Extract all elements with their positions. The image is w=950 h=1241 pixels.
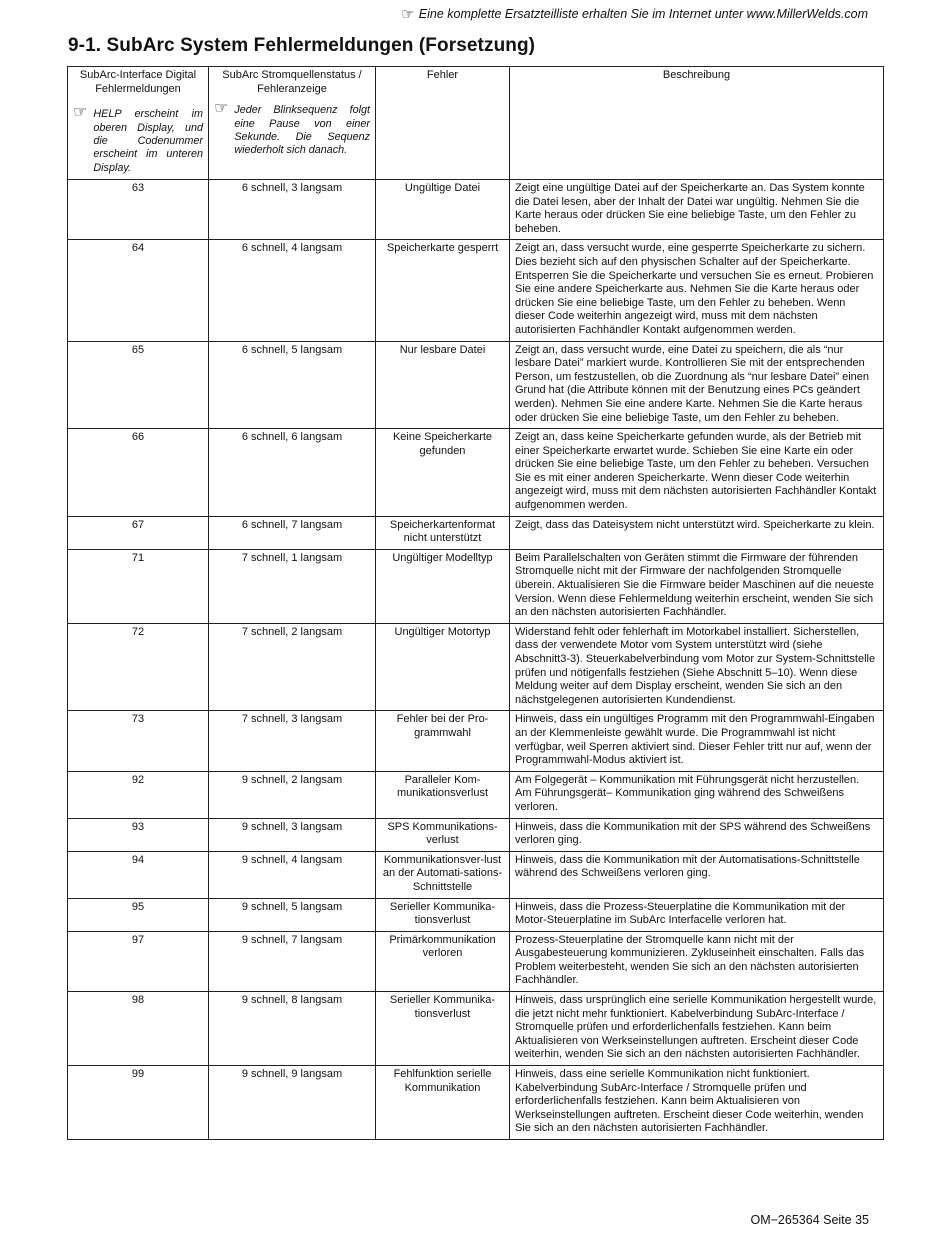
blink-status: 9 schnell, 5 langsam [209,898,376,931]
page-title: 9-1. SubArc System Fehlermeldungen (Forsetzung) [68,35,536,56]
error-description: Am Folgegerät – Kommunikation mit Führungsgerät nicht herzustellen. Am Führungsgerät– Kommunikation ging während des Schweißens verloren. [510,771,884,818]
error-name: Fehler bei der Pro-grammwahl [376,711,510,771]
table-row [68,771,884,818]
error-description: Widerstand fehlt oder fehlerhaft im Motorkabel installiert. Sicherstellen, dass der verwendete Motor vom System unterstützt wird (siehe Abschnitt3-3). Steuerkabelverbindung vom Motor zur System-Schnittstelle prüfen und nötigenfalls festziehen (Siehe Abschnitt 5–10). Wenn diese Meldung weiter auf dem Display erscheint, wenden Sie sich an den nächstgelegenen autorisierten Kundendienst. [510,623,884,711]
error-description: Zeigt, dass das Dateisystem nicht unterstützt wird. Speicherkarte zu klein. [510,516,884,549]
error-code: 98 [68,992,209,1066]
error-description: Hinweis, dass ein ungültiges Programm mit den Programmwahl-Eingaben an der Klemmenleiste gewählt wurde. Die Programmwahl ist nicht verfügbar, weil Sperren aktiviert sind. Dieser Fehler tritt nur auf, wenn der Programmwahl-Modus aktiviert ist. [510,711,884,771]
error-description: Hinweis, dass ursprünglich eine serielle Kommunikation hergestellt wurde, die jetzt nicht mehr funktioniert. Kabelverbindung SubArc-Interface / Stromquelle prüfen und erforderlichenfalls festziehen. Kann beim Aktualisieren von Werkseinstellungen auftreten. Erscheint dieser Code weiterhin, wenden Sie sich an den nächsten autorisierten Fachhändler. [510,992,884,1066]
header-note-text: Eine komplette Ersatzteilliste erhalten Sie im Internet unter www.MillerWelds.com [418,7,868,21]
error-description: Hinweis, dass die Kommunikation mit der Automatisations-Schnittstelle während des Schweißens verloren ging. [510,851,884,898]
table-row [68,240,884,341]
blink-status: 9 schnell, 2 langsam [209,771,376,818]
table-row [68,341,884,429]
error-name: Ungültige Datei [376,180,510,240]
error-code: 99 [68,1066,209,1140]
error-name: Kommunikationsver-lust an der Automati-sations- Schnittstelle [376,851,510,898]
error-description: Zeigt an, dass versucht wurde, eine Datei zu speichern, die als “nur lesbare Datei” markiert wurde. Kontrollieren Sie mit der entsprechenden Person, um festzustellen, ob die Zuordnung als “nur lesbare Datei” einen Grund hat (die Attribute können mit der Benutzung eines PCs geändert werden). Nehmen Sie eine andere Karte. Nehmen Sie die Karte heraus oder drücken Sie eine beliebige Taste, um den Fehler zu beheben. [510,341,884,429]
error-code: 94 [68,851,209,898]
table-row [68,898,884,931]
table-row [68,711,884,771]
table-row [68,429,884,517]
blink-status: 6 schnell, 4 langsam [209,240,376,341]
error-description: Beim Parallelschalten von Geräten stimmt die Firmware der führenden Stromquelle nicht mit der Firmware der nachfolgenden Stromquelle überein. Aktualisieren Sie die Firmware beider Maschinen auf die neueste Version. Wenn diese Fehlermeldung weiterhin erscheint, wenden Sie sich an den nächsten autorisierten Fachhändler. [510,549,884,623]
blink-note-text: Jeder Blinksequenz folgt eine Pause von einer Sekunde. Die Sequenz wiederholt sich danach. [234,104,370,157]
blink-status: 7 schnell, 1 langsam [209,549,376,623]
error-name: Fehlfunktion serielle Kommunikation [376,1066,510,1140]
error-code: 66 [68,429,209,517]
error-name: Ungültiger Motortyp [376,623,510,711]
error-description: Hinweis, dass die Kommunikation mit der SPS während des Schweißens verloren ging. [510,818,884,851]
blink-status: 9 schnell, 3 langsam [209,818,376,851]
error-description: Hinweis, dass eine serielle Kommunikation nicht funktioniert. Kabelverbindung SubArc-Interface / Stromquelle prüfen und erforderlichenfalls festziehen. Kann beim Aktualisieren von Werkseinstellungen auftreten. Erscheint dieser Code weiterhin, wenden Sie sich an den nächsten autorisierten Fachhändler. [510,1066,884,1140]
error-table [67,66,884,1140]
error-code: 73 [68,711,209,771]
help-note-text: HELP erscheint im oberen Display, und die Codenummer erscheint im unteren Display. [93,108,203,174]
error-description: Zeigt an, dass keine Speicherkarte gefunden wurde, als der Betrieb mit einer Speicherkarte erwartet wurde. Schieben Sie eine Karte ein oder drücken Sie eine beliebige Taste, um den Fehler zu beheben. Versuchen Sie es mit einer anderen Speicherkarte. Wenn dieser Code weiterhin angezeigt wird, muss mit dem nächsten autorisierten Fachhändler Kontakt aufgenommen werden. [510,429,884,517]
error-code: 64 [68,240,209,341]
error-description: Zeigt eine ungültige Datei auf der Speicherkarte an. Das System konnte die Datei lesen, aber der Inhalt der Datei war ungültig. Nehmen Sie die Karte heraus oder drücken Sie eine beliebige Taste, um den Fehler zu beheben. [510,180,884,240]
blink-status: 9 schnell, 7 langsam [209,931,376,991]
table-row [68,623,884,711]
table-row [68,1066,884,1140]
error-name: Serieller Kommunika-tionsverlust [376,898,510,931]
error-code: 72 [68,623,209,711]
pointing-hand-icon: ☞ [214,100,229,118]
column-header-status [209,67,376,180]
help-note [73,104,203,175]
error-description: Prozess-Steuerplatine der Stromquelle kann nicht mit der Ausgabesteuerung kommunizieren. Zykluseinheit einschalten. Falls das Problem weiterbesteht, wenden Sie sich an den nächsten autorisierten Fachhändler. [510,931,884,991]
error-description: Zeigt an, dass versucht wurde, eine gesperrte Speicherkarte zu sichern. Dies bezieht sich auf den physischen Schalter auf der Speicherkarte. Entsperren Sie die Speicherkarte und versuchen Sie es erneut. Probieren Sie eine andere Speicherkarte aus. Nehmen Sie die Karte heraus oder drücken Sie eine beliebige Taste, um den Fehler zu beheben. Wenn dieser Code weiterhin angezeigt wird, muss mit dem nächsten autorisierten Fachhändler Kontakt aufgenommen werden. [510,240,884,341]
error-code: 65 [68,341,209,429]
error-name: Speicherkartenformat nicht unterstützt [376,516,510,549]
blink-status: 7 schnell, 3 langsam [209,711,376,771]
error-code: 63 [68,180,209,240]
table-row [68,516,884,549]
blink-status: 6 schnell, 3 langsam [209,180,376,240]
column-header-status-label: SubArc Stromquellenstatus / Fehleranzeige [222,69,362,95]
error-name: Ungültiger Modelltyp [376,549,510,623]
error-code: 67 [68,516,209,549]
blink-status: 9 schnell, 8 langsam [209,992,376,1066]
error-name: Speicherkarte gesperrt [376,240,510,341]
blink-status: 6 schnell, 6 langsam [209,429,376,517]
table-row [68,992,884,1066]
blink-note [214,100,370,158]
blink-status: 9 schnell, 4 langsam [209,851,376,898]
pointing-hand-icon: ☞ [401,6,415,23]
page-footer: OM−265364 Seite 35 [750,1213,869,1227]
blink-status: 6 schnell, 7 langsam [209,516,376,549]
error-code: 97 [68,931,209,991]
table-row [68,931,884,991]
error-name: Keine Speicherkarte gefunden [376,429,510,517]
column-header-code [68,67,209,180]
error-name: SPS Kommunikations-verlust [376,818,510,851]
column-header-beschreibung: Beschreibung [510,67,884,180]
error-name: Serieller Kommunika-tionsverlust [376,992,510,1066]
pointing-hand-icon: ☞ [73,104,88,122]
blink-status: 6 schnell, 5 langsam [209,341,376,429]
error-code: 92 [68,771,209,818]
error-code: 95 [68,898,209,931]
table-row [68,180,884,240]
table-row [68,549,884,623]
blink-status: 9 schnell, 9 langsam [209,1066,376,1140]
error-code: 71 [68,549,209,623]
header-note [401,4,868,22]
error-name: Nur lesbare Datei [376,341,510,429]
error-name: Paralleler Kom-munikationsverlust [376,771,510,818]
table-header-row [68,67,884,180]
error-code: 93 [68,818,209,851]
column-header-code-label: SubArc-Interface Digital Fehlermeldungen [79,69,197,95]
error-description: Hinweis, dass die Prozess-Steuerplatine die Kommunikation mit der Motor-Steuerplatine im SubArc Interfacelle verloren hat. [510,898,884,931]
table-row [68,818,884,851]
blink-status: 7 schnell, 2 langsam [209,623,376,711]
column-header-fehler: Fehler [376,67,510,180]
error-name: Primärkommunikation verloren [376,931,510,991]
table-row [68,851,884,898]
